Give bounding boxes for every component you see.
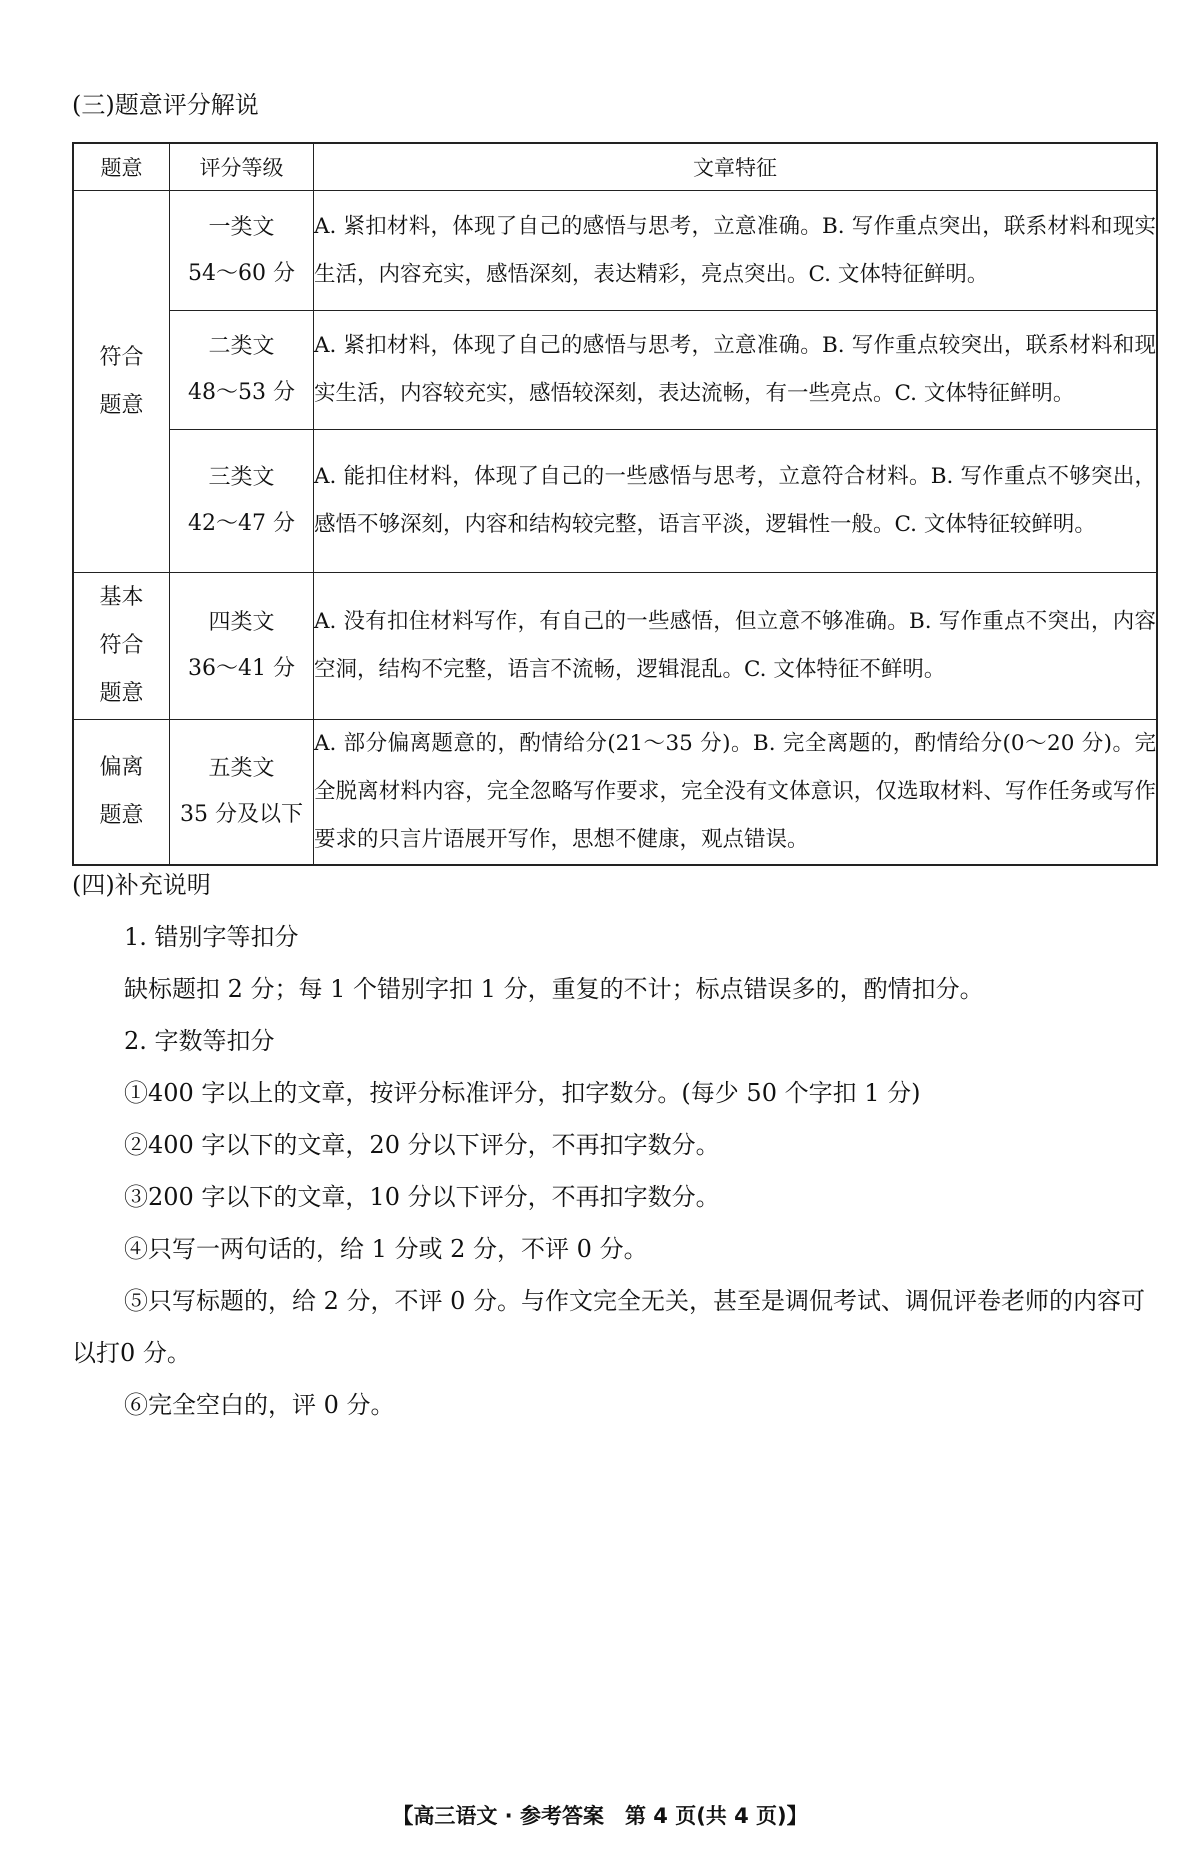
point-1: ①400 字以上的文章，按评分标准评分，扣字数分。(每少 50 个字扣 1 分) xyxy=(124,1079,921,1107)
section-4-title: (四)补充说明 xyxy=(72,871,211,899)
category-fit xyxy=(73,191,170,573)
header-grade: 评分等级 xyxy=(170,143,314,191)
category-label: 符合 xyxy=(99,344,144,370)
category-label: 题意 xyxy=(99,681,144,706)
table-row xyxy=(73,430,1157,573)
feature-description: A. 紧扣材料，体现了自己的感悟与思考，立意准确。B. 写作重点较突出，联系材料和现实生活，内容较充实，感悟较深刻，表达流畅，有一些亮点。C. 文体特征鲜明。 xyxy=(314,311,1158,430)
category-label: 题意 xyxy=(99,392,144,418)
point-2: ②400 字以下的文章，20 分以下评分，不再扣字数分。 xyxy=(124,1131,720,1159)
item-2-title: 2. 字数等扣分 xyxy=(124,1027,275,1055)
section-3-title: (三)题意评分解说 xyxy=(72,91,259,119)
table-row xyxy=(73,191,1157,311)
feature-description: A. 紧扣材料，体现了自己的感悟与思考，立意准确。B. 写作重点突出，联系材料和现实生活，内容充实，感悟深刻，表达精彩，亮点突出。C. 文体特征鲜明。 xyxy=(314,191,1158,311)
grade-range: 36～41 分 xyxy=(188,656,295,681)
category-label: 符合 xyxy=(99,633,144,658)
point-3: ③200 字以下的文章，10 分以下评分，不再扣字数分。 xyxy=(124,1183,720,1211)
feature-description: A. 部分偏离题意的，酌情给分(21～35 分)。B. 完全离题的，酌情给分(0～20 分)。完全脱离材料内容，完全忽略写作要求，完全没有文体意识，仅选取材料、写作任务或写作要求的只言片语展开写作，思想不健康，观点错误。 xyxy=(314,720,1158,866)
grade-level: 一类文 xyxy=(208,214,275,240)
page-footer: 【高三语文 · 参考答案 第 4 页(共 4 页)】 xyxy=(392,1804,808,1828)
header-features: 文章特征 xyxy=(314,143,1158,191)
grade-level: 三类文 xyxy=(208,465,275,490)
feature-description: A. 没有扣住材料写作，有自己的一些感悟，但立意不够准确。B. 写作重点不突出，内容空洞，结构不完整，语言不流畅，逻辑混乱。C. 文体特征不鲜明。 xyxy=(314,573,1158,720)
category-basic xyxy=(73,573,170,720)
table-row xyxy=(73,573,1157,720)
item-1-title: 1. 错别字等扣分 xyxy=(124,923,299,951)
grade-level: 五类文 xyxy=(208,756,275,781)
point-4: ④只写一两句话的，给 1 分或 2 分，不评 0 分。 xyxy=(124,1235,648,1263)
table-header-row xyxy=(73,143,1157,191)
table-row xyxy=(73,311,1157,430)
grade-cell xyxy=(170,573,314,720)
category-off xyxy=(73,720,170,866)
grade-range: 48～53 分 xyxy=(188,380,295,405)
grade-cell xyxy=(170,430,314,573)
grade-level: 四类文 xyxy=(208,610,275,635)
header-topic: 题意 xyxy=(73,143,170,191)
category-label: 题意 xyxy=(99,803,144,828)
grade-range: 35 分及以下 xyxy=(180,802,303,827)
grade-range: 42～47 分 xyxy=(188,511,295,536)
grading-table xyxy=(72,142,1158,866)
grade-range: 54～60 分 xyxy=(188,260,295,286)
category-label: 偏离 xyxy=(99,755,144,780)
grade-cell xyxy=(170,720,314,866)
feature-description: A. 能扣住材料，体现了自己的一些感悟与思考，立意符合材料。B. 写作重点不够突出，感悟不够深刻，内容和结构较完整，语言平淡，逻辑性一般。C. 文体特征较鲜明。 xyxy=(314,430,1158,573)
table-row xyxy=(73,720,1157,866)
grade-level: 二类文 xyxy=(208,334,275,359)
item-1-text: 缺标题扣 2 分；每 1 个错别字扣 1 分，重复的不计；标点错误多的，酌情扣分。 xyxy=(124,975,984,1003)
point-5: ⑤只写标题的，给 2 分，不评 0 分。与作文完全无关，甚至是调侃考试、调侃评卷老师的内容可以打0 分。 xyxy=(72,1287,1146,1367)
grade-cell xyxy=(170,311,314,430)
grade-cell xyxy=(170,191,314,311)
category-label: 基本 xyxy=(99,585,144,610)
point-6: ⑥完全空白的，评 0 分。 xyxy=(124,1391,395,1419)
